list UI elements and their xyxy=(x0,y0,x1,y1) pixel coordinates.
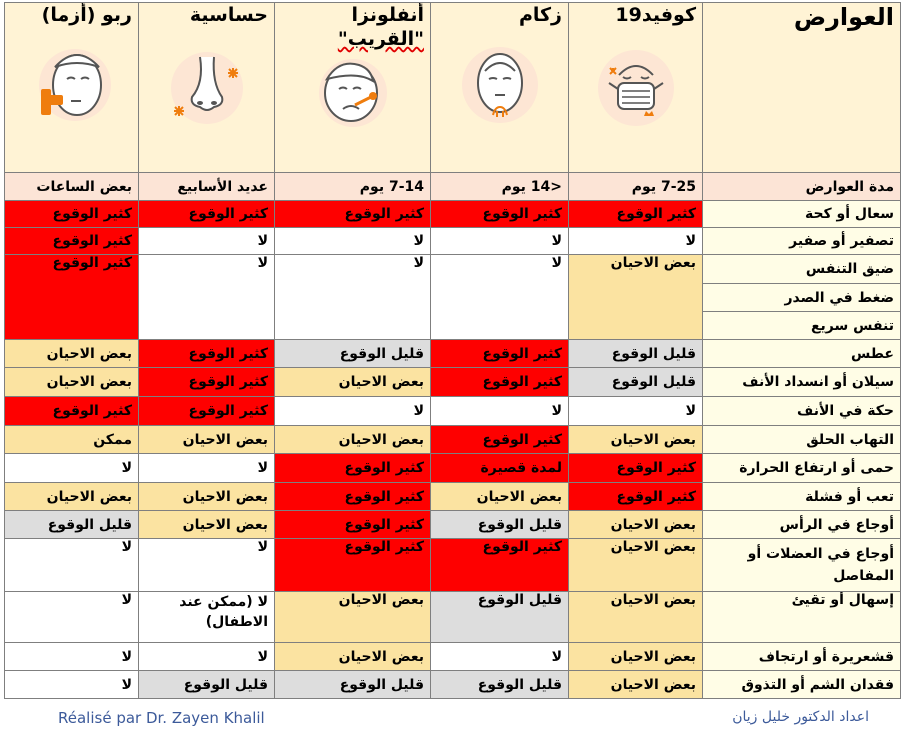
cell-diarrhea-flu: بعض الاحيان xyxy=(275,592,431,643)
cell-breath-asthma: كثير الوقوع xyxy=(5,255,139,340)
cell-duration-asthma: بعض الساعات xyxy=(5,173,139,201)
row-label-itchy-nose: حكة في الأنف xyxy=(703,397,901,426)
row-label-muscle-line1: أوجاع في العضلات أو xyxy=(747,546,894,562)
column-header-covid xyxy=(569,3,703,173)
covid-heading: كوفيد19 xyxy=(615,4,696,26)
author-credit-french: Réalisé par Dr. Zayen Khalil xyxy=(58,709,265,727)
cell-fatigue-flu: كثير الوقوع xyxy=(275,483,431,511)
cell-duration-allergy: عديد الأسابيع xyxy=(139,173,275,201)
cell-chills-asthma: لا xyxy=(5,643,139,671)
cell-wheeze-cold: لا xyxy=(431,228,569,255)
cell-muscle-allergy: لا xyxy=(139,539,275,592)
cell-chills-cold: لا xyxy=(431,643,569,671)
row-label-loss-of-smell: فقدان الشم أو التذوق xyxy=(703,671,901,699)
row-label-sneeze: عطس xyxy=(703,340,901,368)
cell-diarrhea-cold: قليل الوقوع xyxy=(431,592,569,643)
cell-throat-flu: بعض الاحيان xyxy=(275,426,431,454)
cell-wheeze-asthma: كثير الوقوع xyxy=(5,228,139,255)
row-label-cough: سعال أو كحة xyxy=(703,201,901,228)
cell-throat-allergy: بعض الاحيان xyxy=(139,426,275,454)
masked-face-icon xyxy=(591,33,681,133)
column-header-allergy xyxy=(139,3,275,173)
asthma-inhaler-face-icon xyxy=(27,33,117,133)
cell-itch-allergy: كثير الوقوع xyxy=(139,397,275,426)
cell-fever-cold: لمدة قصيرة xyxy=(431,454,569,483)
flu-heading-line1: أنفلونزا xyxy=(351,4,424,26)
cell-fatigue-covid: كثير الوقوع xyxy=(569,483,703,511)
table-corner-title xyxy=(703,3,901,173)
row-label-sore-throat: التهاب الحلق xyxy=(703,426,901,454)
cell-throat-asthma: ممكن xyxy=(5,426,139,454)
cell-runny-asthma: بعض الاحيان xyxy=(5,368,139,397)
row-label-muscle-pain xyxy=(703,539,901,592)
allergy-nose-icon xyxy=(162,33,252,133)
cell-wheeze-flu: لا xyxy=(275,228,431,255)
row-label-diarrhea: إسهال أو تقيئ xyxy=(703,592,901,643)
asthma-heading: ربو (أزما) xyxy=(41,4,132,26)
cell-headache-cold: قليل الوقوع xyxy=(431,511,569,539)
cell-wheeze-covid: لا xyxy=(569,228,703,255)
column-header-asthma xyxy=(5,3,139,173)
cell-runny-covid: قليل الوقوع xyxy=(569,368,703,397)
cell-smell-cold: قليل الوقوع xyxy=(431,671,569,699)
row-label-runny-nose: سيلان أو انسداد الأنف xyxy=(703,368,901,397)
cell-muscle-covid: بعض الاحيان xyxy=(569,539,703,592)
cell-breath-allergy: لا xyxy=(139,255,275,340)
cell-diarrhea-asthma: لا xyxy=(5,592,139,643)
cell-muscle-flu: كثير الوقوع xyxy=(275,539,431,592)
cell-chills-flu: بعض الاحيان xyxy=(275,643,431,671)
cell-runny-allergy: كثير الوقوع xyxy=(139,368,275,397)
symptoms-comparison-table xyxy=(4,2,901,699)
cell-muscle-cold: كثير الوقوع xyxy=(431,539,569,592)
row-label-shortness-of-breath: ضيق التنفس xyxy=(703,255,901,284)
cell-smell-flu: قليل الوقوع xyxy=(275,671,431,699)
cell-breath-covid: بعض الاحيان xyxy=(569,255,703,340)
diarrhea-allergy-no: لا xyxy=(257,594,268,610)
cell-sneeze-cold: كثير الوقوع xyxy=(431,340,569,368)
row-label-rapid-breathing: تنفس سريع xyxy=(703,312,901,340)
cell-duration-cold: <14 يوم xyxy=(431,173,569,201)
diarrhea-allergy-note1: (ممكن عند xyxy=(179,594,253,610)
cell-fever-flu: كثير الوقوع xyxy=(275,454,431,483)
row-label-chills: قشعريرة أو ارتجاف xyxy=(703,643,901,671)
sleeping-face-icon xyxy=(455,33,545,133)
cell-cough-flu: كثير الوقوع xyxy=(275,201,431,228)
cell-headache-allergy: بعض الاحيان xyxy=(139,511,275,539)
cell-fever-allergy: لا xyxy=(139,454,275,483)
cell-runny-flu: بعض الاحيان xyxy=(275,368,431,397)
cell-itch-covid: لا xyxy=(569,397,703,426)
row-label-duration: مدة العوارض xyxy=(703,173,901,201)
flu-heading-line2: "القريب" xyxy=(337,28,424,50)
cell-runny-cold: كثير الوقوع xyxy=(431,368,569,397)
cell-smell-asthma: لا xyxy=(5,671,139,699)
row-label-fatigue: تعب أو فشلة xyxy=(703,483,901,511)
cell-muscle-asthma: لا xyxy=(5,539,139,592)
cell-itch-flu: لا xyxy=(275,397,431,426)
cell-headache-covid: بعض الاحيان xyxy=(569,511,703,539)
cell-smell-covid: بعض الاحيان xyxy=(569,671,703,699)
page-title: العوارض xyxy=(793,3,894,31)
cell-chills-covid: بعض الاحيان xyxy=(569,643,703,671)
cell-fever-asthma: لا xyxy=(5,454,139,483)
cell-breath-flu: لا xyxy=(275,255,431,340)
cell-fatigue-cold: بعض الاحيان xyxy=(431,483,569,511)
cell-cough-allergy: كثير الوقوع xyxy=(139,201,275,228)
row-label-muscle-line2: المفاصل xyxy=(833,568,894,584)
cell-cough-cold: كثير الوقوع xyxy=(431,201,569,228)
cell-fever-covid: كثير الوقوع xyxy=(569,454,703,483)
cell-headache-asthma: قليل الوقوع xyxy=(5,511,139,539)
cell-chills-allergy: لا xyxy=(139,643,275,671)
cell-wheeze-allergy: لا xyxy=(139,228,275,255)
author-credit-arabic: اعداد الدكتور خليل زيان xyxy=(732,709,869,725)
cell-diarrhea-allergy xyxy=(139,592,275,643)
cell-throat-cold: كثير الوقوع xyxy=(431,426,569,454)
cell-cough-asthma: كثير الوقوع xyxy=(5,201,139,228)
cell-itch-cold: لا xyxy=(431,397,569,426)
cell-throat-covid: بعض الاحيان xyxy=(569,426,703,454)
cell-smell-allergy: قليل الوقوع xyxy=(139,671,275,699)
cell-sneeze-asthma: بعض الاحيان xyxy=(5,340,139,368)
cell-fatigue-asthma: بعض الاحيان xyxy=(5,483,139,511)
cell-duration-flu: 7-14 يوم xyxy=(275,173,431,201)
cell-sneeze-allergy: كثير الوقوع xyxy=(139,340,275,368)
cell-fatigue-allergy: بعض الاحيان xyxy=(139,483,275,511)
diarrhea-allergy-note2: الاطفال) xyxy=(205,614,268,630)
sick-face-thermometer-icon xyxy=(313,51,393,129)
row-label-headache: أوجاع في الرأس xyxy=(703,511,901,539)
cell-sneeze-covid: قليل الوقوع xyxy=(569,340,703,368)
cell-itch-asthma: كثير الوقوع xyxy=(5,397,139,426)
cell-diarrhea-covid: بعض الاحيان xyxy=(569,592,703,643)
row-label-wheeze: تصفير أو صفير xyxy=(703,228,901,255)
cell-duration-covid: 7-25 يوم xyxy=(569,173,703,201)
cell-sneeze-flu: قليل الوقوع xyxy=(275,340,431,368)
cell-headache-flu: كثير الوقوع xyxy=(275,511,431,539)
allergy-heading: حساسية xyxy=(189,4,268,26)
row-label-chest-pressure: ضغط في الصدر xyxy=(703,284,901,312)
column-header-cold xyxy=(431,3,569,173)
cell-cough-covid: كثير الوقوع xyxy=(569,201,703,228)
row-label-fever: حمى أو ارتفاع الحرارة xyxy=(703,454,901,483)
column-header-flu xyxy=(275,3,431,173)
cold-heading: زكام xyxy=(518,4,562,26)
cell-breath-cold: لا xyxy=(431,255,569,340)
